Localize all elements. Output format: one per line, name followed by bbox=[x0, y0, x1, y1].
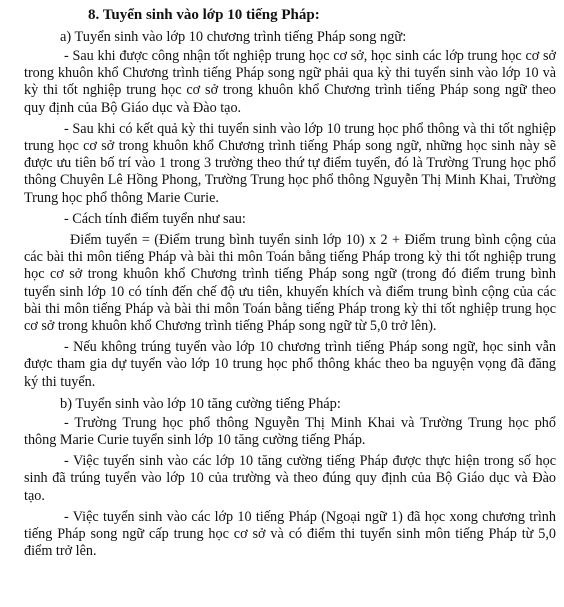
section-heading: 8. Tuyển sinh vào lớp 10 tiếng Pháp: bbox=[88, 7, 320, 23]
section-a-paragraph-2: - Sau khi có kết quả kỳ thi tuyển sinh vào lớp 10 trung học phổ thông và thi tốt nghiệp trung học cơ sở trong khuôn khổ Chương trình tiếng Pháp song ngữ, những học sinh này sẽ được ưu tiên bố trí vào 1 trong 3 trường theo thứ tự điểm tuyển, đó là Trường Trung học phổ thông Chuyên Lê Hồng Phong, Trường Trung học phổ thông Nguyễn Thị Minh Khai, Trường Trung học phổ thông Marie Curie. bbox=[24, 120, 556, 206]
not-admitted-paragraph: - Nếu không trúng tuyển vào lớp 10 chương trình tiếng Pháp song ngữ, học sinh vẫn được tham gia dự tuyển vào lớp 10 trung học phổ thông khác theo ba nguyện vọng đã đăng ký thi tuyển. bbox=[24, 339, 556, 390]
section-b-paragraph-3: - Việc tuyển sinh vào các lớp 10 tiếng Pháp (Ngoại ngữ 1) đã học xong chương trình tiếng Pháp song ngữ cấp trung học cơ sở và có điểm thi tuyển sinh môn tiếng Pháp từ 5,0 điểm trở lên. bbox=[24, 508, 556, 560]
formula-paragraph: Điểm tuyển = (Điểm trung bình tuyển sinh lớp 10) x 2 + Điểm trung bình cộng của các bài thi môn tiếng Pháp và bài thi môn Toán bằng tiếng Pháp trong kỳ thi tốt nghiệp trung học cơ sở trong khuôn khổ Chương trình tiếng Pháp song ngữ (trong đó điểm trung bình tuyển sinh lớp 10 có tính đến chế độ ưu tiên, khuyến khích và điểm trung bình cộng của các bài thi môn tiếng Pháp và bài thi môn Toán bằng tiếng Pháp trong kỳ thi tốt nghiệp trung học cơ sở trong khuôn khổ Chương trình tiếng Pháp song ngữ từ 5,0 trở lên). bbox=[24, 232, 556, 335]
section-a-paragraph-3: - Cách tính điểm tuyển như sau: bbox=[64, 210, 246, 227]
section-a-paragraph-1: - Sau khi được công nhận tốt nghiệp trung học cơ sở, học sinh các lớp trung học cơ sở trong khuôn khổ Chương trình tiếng Pháp song ngữ phải qua kỳ thi tuyển sinh vào lớp 10 và kỳ thi tốt nghiệp trung học cơ sở trong khuôn khổ Chương trình tiếng Pháp song ngữ theo quy định của Bộ Giáo dục và Đào tạo. bbox=[24, 48, 556, 116]
section-b-paragraph-2: - Việc tuyển sinh vào các lớp 10 tăng cường tiếng Pháp được thực hiện trong số học sinh đã trúng tuyển vào lớp 10 của trường và theo đúng quy định của Bộ Giáo dục và Đào tạo. bbox=[24, 453, 556, 504]
section-b-title: b) Tuyển sinh vào lớp 10 tăng cường tiếng Pháp: bbox=[60, 395, 341, 412]
section-b-paragraph-1: - Trường Trung học phổ thông Nguyễn Thị Minh Khai và Trường Trung học phổ thông Marie Curie tuyển sinh lớp 10 tăng cường tiếng Pháp. bbox=[24, 414, 556, 449]
section-a-title: a) Tuyển sinh vào lớp 10 chương trình tiếng Pháp song ngữ: bbox=[60, 29, 407, 45]
